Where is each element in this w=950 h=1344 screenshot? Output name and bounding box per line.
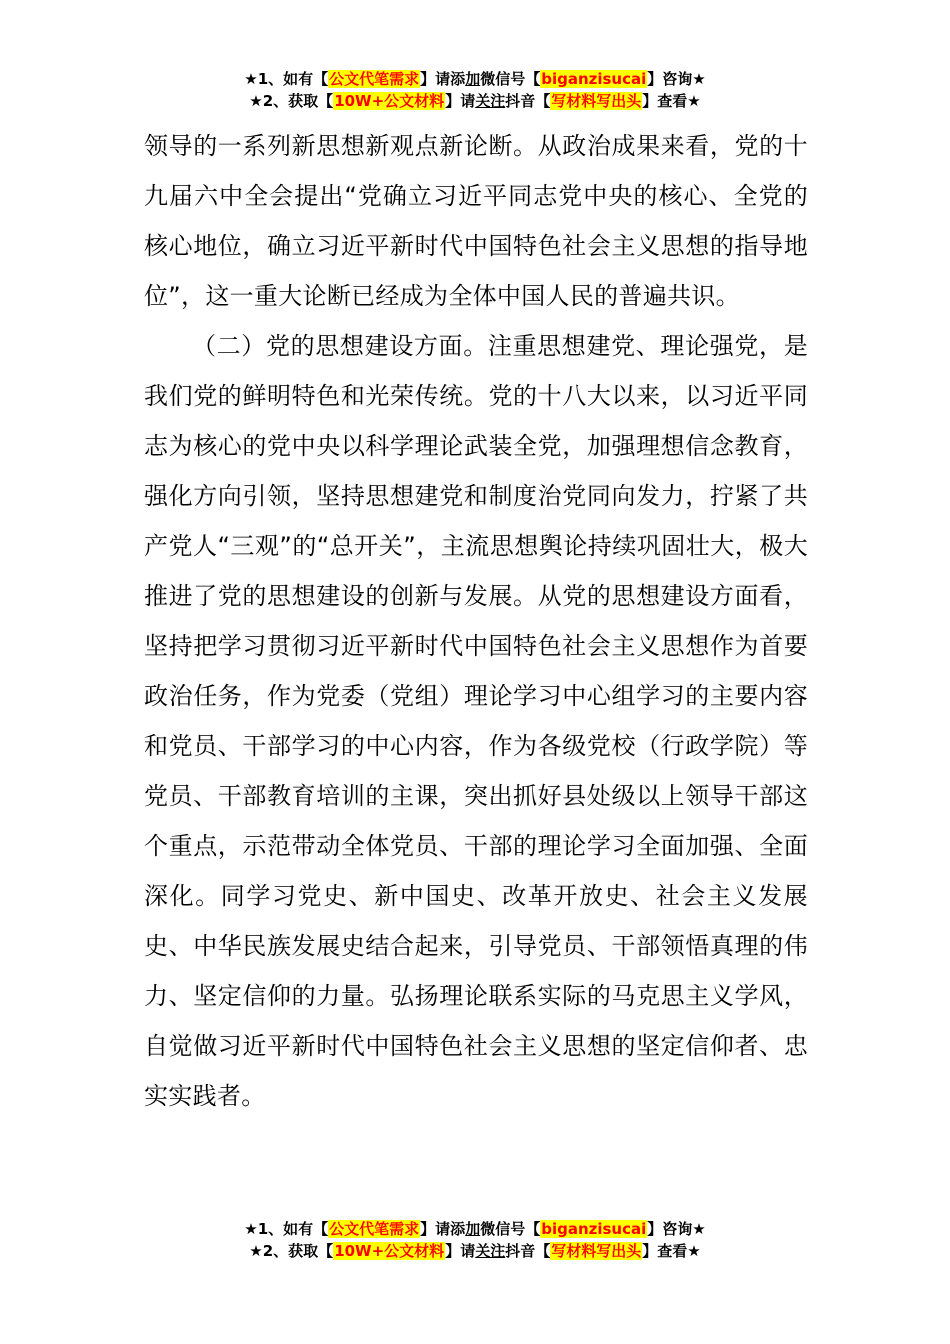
header-line-2-mid: 】请 (445, 92, 476, 110)
footer-line-1-highlight-service: 公文代笔需求 (329, 1220, 420, 1238)
footer-line-2-highlight-materials: 10W+公文材料 (334, 1242, 445, 1260)
footer-line-1-underlined: 加 (465, 1220, 481, 1238)
footer-line-1-suffix: 】咨询★ (647, 1220, 706, 1238)
header-line-1-underlined: 加 (465, 70, 481, 88)
footer-line-2-mid: 】请 (445, 1242, 476, 1260)
header-line-2-mid2: 抖音【 (505, 92, 551, 110)
header-line-2-prefix: ★2、获取【 (249, 92, 334, 110)
header-line-2 (0, 90, 950, 112)
footer-line-1-prefix: ★1、如有【 (244, 1220, 329, 1238)
header-line-2-highlight-materials: 10W+公文材料 (334, 92, 445, 110)
footer-line-2-suffix: 】查看★ (642, 1242, 701, 1260)
footer-banner (0, 1218, 950, 1262)
footer-line-2 (0, 1240, 950, 1262)
footer-line-2-mid2: 抖音【 (505, 1242, 551, 1260)
footer-line-2-prefix: ★2、获取【 (249, 1242, 334, 1260)
document-body (144, 121, 808, 1121)
header-line-2-suffix: 】查看★ (642, 92, 701, 110)
footer-line-2-highlight-douyin: 写材料写出头 (551, 1242, 642, 1260)
footer-line-1-highlight-wechat: biganzisucai (541, 1220, 647, 1238)
header-line-1-suffix: 】咨询★ (647, 70, 706, 88)
header-line-2-underlined: 关注 (475, 92, 506, 110)
header-line-1-mid: 】请添 (420, 70, 466, 88)
footer-line-1 (0, 1218, 950, 1240)
header-line-1-mid2: 微信号【 (480, 70, 541, 88)
body-paragraph-2: （二）党的思想建设方面。注重思想建党、理论强党，是我们党的鲜明特色和光荣传统。党的十八大以来，以习近平同志为核心的党中央以科学理论武装全党，加强理想信念教育，强化方向引领，坚持思想建党和制度治党同向发力，拧紧了共产党人“三观”的“总开关”，主流思想舆论持续巩固壮大，极大推进了党的思想建设的创新与发展。从党的思想建设方面看，坚持把学习贯彻习近平新时代中国特色社会主义思想作为首要政治任务，作为党委（党组）理论学习中心组学习的主要内容和党员、干部学习的中心内容，作为各级党校（行政学院）等党员、干部教育培训的主课，突出抓好县处级以上领导干部这个重点，示范带动全体党员、干部的理论学习全面加强、全面深化。同学习党史、新中国史、改革开放史、社会主义发展史、中华民族发展史结合起来，引导党员、干部领悟真理的伟力、坚定信仰的力量。弘扬理论联系实际的马克思主义学风，自觉做习近平新时代中国特色社会主义思想的坚定信仰者、忠实实践者。 (144, 332, 808, 1110)
header-banner (0, 68, 950, 112)
body-paragraph-1: 领导的一系列新思想新观点新论断。从政治成果来看，党的十九届六中全会提出“党确立习近平同志党中央的核心、全党的核心地位，确立习近平新时代中国特色社会主义思想的指导地位”，这一重大论断已经成为全体中国人民的普遍共识。 (144, 132, 808, 310)
footer-line-2-underlined: 关注 (475, 1242, 506, 1260)
footer-line-1-mid: 】请添 (420, 1220, 466, 1238)
header-line-1-highlight-service: 公文代笔需求 (329, 70, 420, 88)
header-line-2-highlight-douyin: 写材料写出头 (551, 92, 642, 110)
header-line-1-prefix: ★1、如有【 (244, 70, 329, 88)
header-line-1 (0, 68, 950, 90)
header-line-1-highlight-wechat: biganzisucai (541, 70, 647, 88)
footer-line-1-mid2: 微信号【 (480, 1220, 541, 1238)
